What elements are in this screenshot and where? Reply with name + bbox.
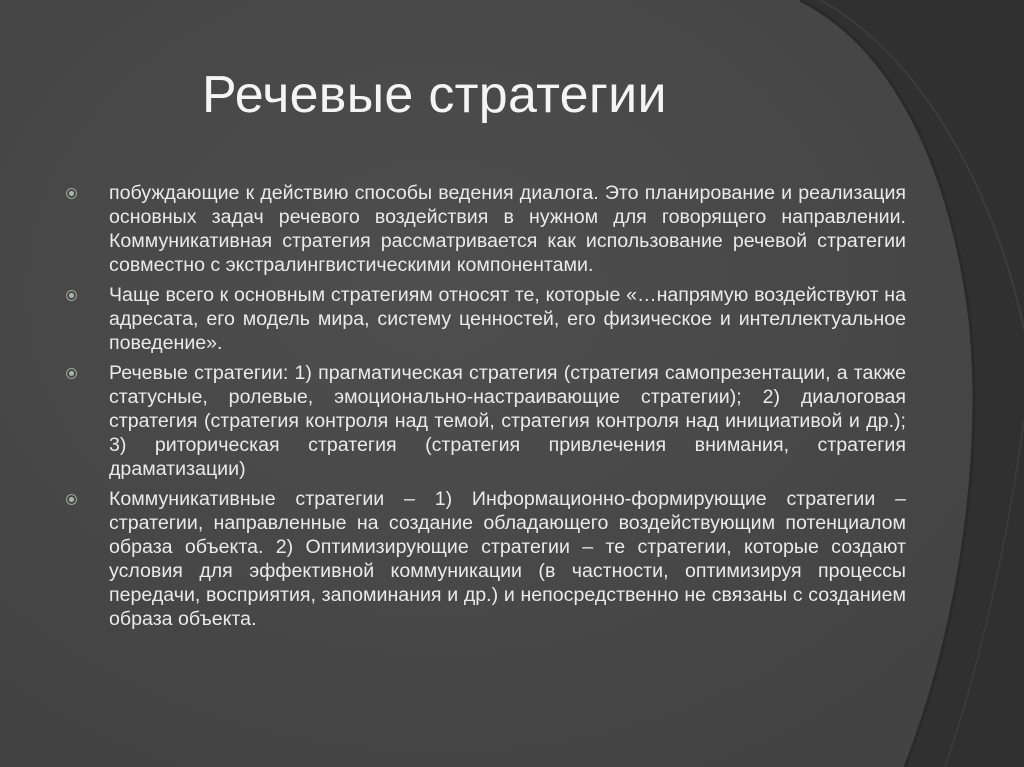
bullet-text: Чаще всего к основным стратегиям относят те, которые «…напрямую воздействуют на адресата, его модель мира, систему ценностей, его физическое и интеллектуальное поведение». bbox=[109, 284, 906, 354]
circle-bullet-icon bbox=[66, 290, 77, 301]
bullet-item bbox=[64, 487, 906, 631]
circle-bullet-icon bbox=[66, 188, 77, 199]
bullet-text: побуждающие к действию способы ведения диалога. Это планирование и реализация основных задач речевого воздействия в нужном для говорящего направлении. Коммуникативная стратегия рассматривается как использование речевой стратегии совместно с экстралингвистическими компонентами. bbox=[109, 182, 906, 276]
bullet-text: Речевые стратегии: 1) прагматическая стратегия (стратегия самопрезентации, а также статусные, ролевые, эмоционально-настраивающие стратегии); 2) диалоговая стратегия (стратегия контроля над темой, стратегия контроля над инициативой и др.); 3) риторическая стратегия (стратегия привлечения внимания, стратегия драматизации) bbox=[109, 362, 906, 480]
bullet-list bbox=[64, 181, 906, 637]
circle-bullet-icon bbox=[66, 368, 77, 379]
bullet-item bbox=[64, 283, 906, 355]
bullet-item bbox=[64, 361, 906, 481]
bullet-item bbox=[64, 181, 906, 277]
circle-bullet-icon bbox=[66, 494, 77, 505]
bullet-text: Коммуникативные стратегии – 1) Информационно-формирующие стратегии – стратегии, направленные на создание обладающего воздействующим потенциалом образа объекта. 2) Оптимизирующие стратегии – те стратегии, которые создают условия для эффективной коммуникации (в частности, оптимизируя процессы передачи, восприятия, запоминания и др.) и непосредственно не связаны с созданием образа объекта. bbox=[109, 488, 906, 630]
slide-title: Речевые стратегии bbox=[202, 66, 667, 124]
